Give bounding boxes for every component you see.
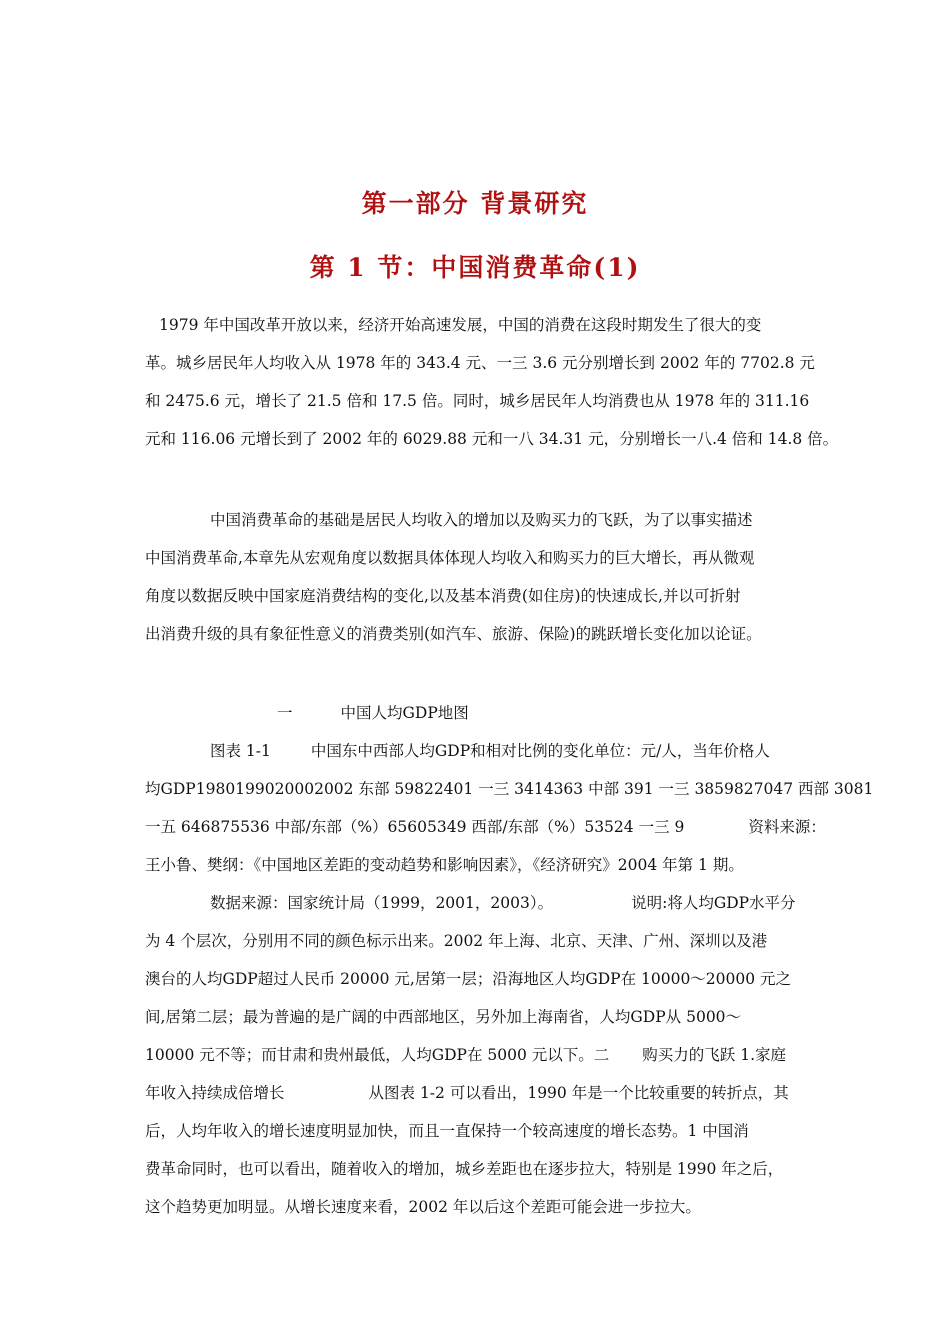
- text-span: 从图表 1-2 可以看出，1990 年是一个比较重要的转折点，其: [368, 1084, 789, 1102]
- paragraph-line: 革。城乡居民年人均收入从 1978 年的 343.4 元、一三 3.6 元分别增长到 2002 年的 7702.8 元: [145, 354, 815, 372]
- data-source-text: 数据来源：国家统计局（1999，2001，2003）。: [210, 894, 554, 912]
- paragraph-line: 均GDP1980199020002002 东部 59822401 一三 3414363 中部 391 一三 3859827047 西部 3081: [145, 780, 874, 798]
- item-number: 一: [277, 704, 293, 722]
- paragraph-line: 中国消费革命的基础是居民人均收入的增加以及购买力的飞跃，为了以事实描述: [210, 511, 753, 529]
- paragraph-line: 后，人均年收入的增长速度明显加快，而且一直保持一个较高速度的增长态势。1 中国消: [145, 1122, 749, 1140]
- paragraph-line: 澳台的人均GDP超过人民币 20000 元,居第一层；沿海地区人均GDP在 10000～20000 元之: [145, 970, 792, 988]
- subheading-inline: 年收入持续成倍增长: [145, 1084, 285, 1102]
- item-title: 中国人均GDP地图: [340, 704, 469, 722]
- paragraph-line: 1979 年中国改革开放以来，经济开始高速发展，中国的消费在这段时期发生了很大的变: [159, 316, 762, 334]
- paragraph-line: 角度以数据反映中国家庭消费结构的变化,以及基本消费(如住房)的快速成长,并以可折射: [145, 587, 741, 605]
- section-heading-inline: 购买力的飞跃 1.家庭: [642, 1046, 786, 1064]
- paragraph-line: [145, 808, 826, 846]
- paragraph-line: 这个趋势更加明显。从增长速度来看，2002 年以后这个差距可能会进一步拉大。: [145, 1198, 701, 1216]
- figure-label: 图表 1-1: [210, 742, 271, 760]
- text-span: 一五 646875536 中部/东部（%）65605349 西部/东部（%）53524 一三 9: [145, 818, 685, 836]
- paragraph-gdp-map: [145, 694, 874, 1226]
- paragraph-line: 费革命同时，也可以看出，随着收入的增加，城乡差距也在逐步拉大，特别是 1990 年之后，: [145, 1160, 784, 1178]
- figure-caption: 中国东中西部人均GDP和相对比例的变化单位：元/人，当年价格人: [310, 742, 770, 760]
- paragraph-line: 和 2475.6 元，增长了 21.5 倍和 17.5 倍。同时，城乡居民年人均消费也从 1978 年的 311.16: [145, 392, 810, 410]
- paragraph-line: [145, 884, 815, 922]
- note-text: 说明:将人均GDP水平分: [631, 894, 796, 912]
- figure-caption-line: [145, 732, 815, 770]
- paragraph-line: 为 4 个层次，分别用不同的颜色标示出来。2002 年上海、北京、天津、广州、深圳以及港: [145, 932, 768, 950]
- text-span: 10000 元不等；而甘肃和贵州最低，人均GDP在 5000 元以下。二: [145, 1046, 610, 1064]
- part-title: 第一部分 背景研究: [361, 189, 589, 218]
- paragraph-intro: [145, 306, 839, 458]
- list-item-heading: [145, 694, 815, 732]
- paragraph-line: 中国消费革命,本章先从宏观角度以数据具体体现人均收入和购买力的巨大增长，再从微观: [145, 549, 755, 567]
- section-title: 第 1 节：中国消费革命(1): [309, 253, 641, 282]
- paragraph-line: [145, 1074, 815, 1112]
- paragraph-line: 出消费升级的具有象征性意义的消费类别(如汽车、旅游、保险)的跳跃增长变化加以论证。: [145, 625, 762, 643]
- paragraph-line: 王小鲁、樊纲：《中国地区差距的变动趋势和影响因素》，《经济研究》2004 年第 1 期。: [145, 856, 744, 874]
- source-label: 资料来源：: [748, 818, 826, 836]
- paragraph-line: [145, 1036, 815, 1074]
- paragraph-line: 元和 116.06 元增长到了 2002 年的 6029.88 元和一八 34.31 元，分别增长一八.4 倍和 14.8 倍。: [145, 430, 839, 448]
- paragraph-foundation: [145, 501, 815, 653]
- paragraph-line: 间,居第二层；最为普遍的是广阔的中西部地区，另外加上海南省，人均GDP从 5000～: [145, 1008, 742, 1026]
